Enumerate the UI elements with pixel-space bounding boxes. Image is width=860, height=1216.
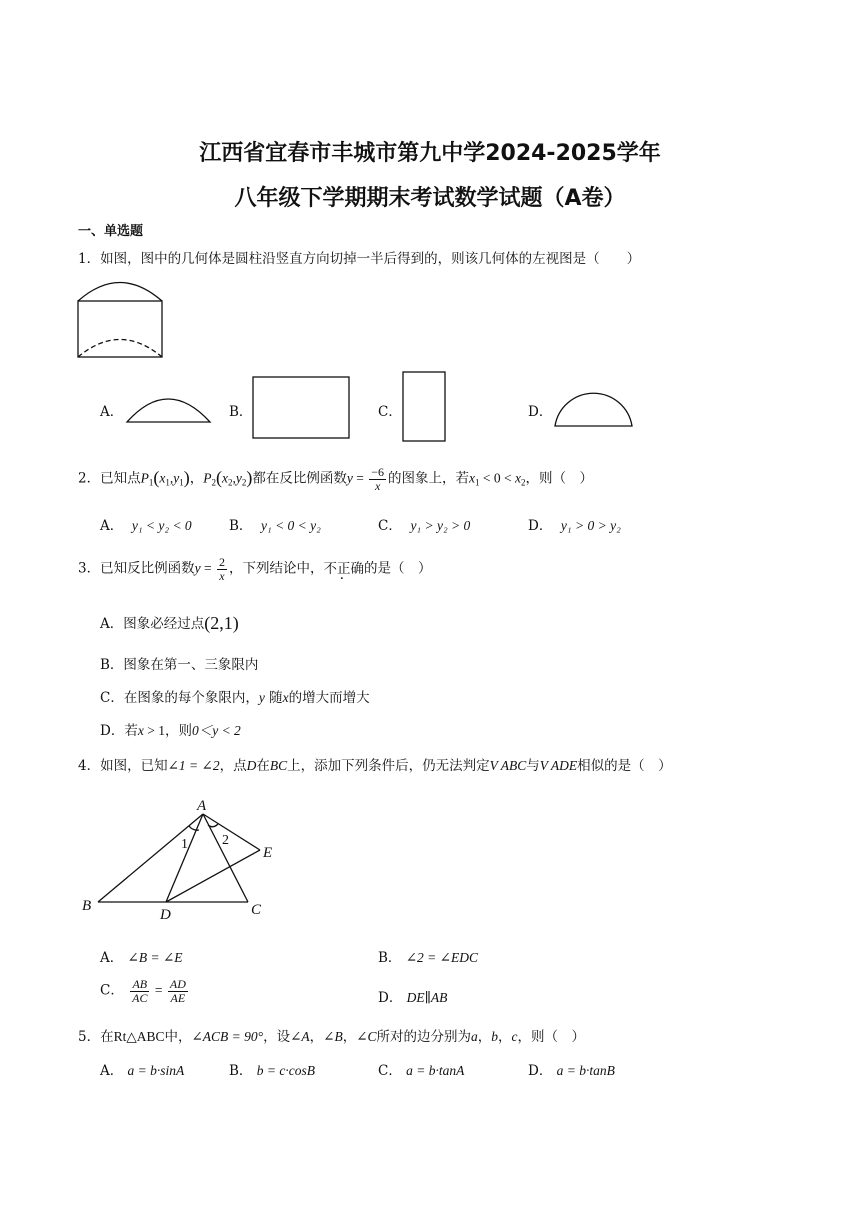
question-5: 5．在Rt△ABC中，∠ACB = 90°，设∠A，∠B，∠C所对的边分别为a，b，c，则（ ） xyxy=(78,1029,586,1045)
q2-sep: ， xyxy=(189,470,204,487)
q4-number: 4． xyxy=(78,758,101,774)
q1-option-d-label[interactable]: D． xyxy=(528,404,553,420)
q4-fig-label-e: E xyxy=(263,845,273,861)
q3-option-a[interactable]: A．图象必经过点(2,1) xyxy=(100,613,239,633)
q2-option-c[interactable]: C． y₁ > y₂ > 0 xyxy=(378,518,471,534)
q2-text-pre: 已知点 xyxy=(100,470,141,487)
q1-option-b-label[interactable]: B． xyxy=(229,404,253,420)
q2-number: 2． xyxy=(78,470,101,487)
q3-text-pre: 已知反比例函数 xyxy=(100,560,195,577)
q5-text5: ，则（ ） xyxy=(517,1029,586,1045)
q3-option-d[interactable]: D．若x > 1，则0＜y < 2 xyxy=(100,723,241,739)
q3-number: 3． xyxy=(78,560,101,577)
q4-fig-label-1: 1 xyxy=(181,837,188,852)
q4-option-c[interactable]: C． $\frac{AB}{AC}$ = $\frac{AD}{AE}$ xyxy=(100,977,186,1005)
q1-option-c-figure[interactable] xyxy=(402,371,448,443)
q3-emphasis-text: 不正确 xyxy=(323,560,364,577)
q4-triangle2: V ADE xyxy=(539,758,578,773)
q5-option-d[interactable]: D． a = b·tanB xyxy=(528,1063,615,1079)
q3-text-mid: ，下列结论中， xyxy=(228,560,324,577)
q5-math1: Rt△ABC xyxy=(113,1029,165,1044)
q4-text5: 与 xyxy=(526,758,540,774)
q2-text-post1: 的图象上，若 xyxy=(388,470,469,487)
q4-fig-label-c: C xyxy=(251,902,262,918)
q4-option-b[interactable]: B． ∠2 = ∠EDC xyxy=(378,950,478,966)
q4-math1: ∠1 = ∠2 xyxy=(167,758,220,773)
q1-option-a-figure[interactable] xyxy=(125,388,213,426)
q5-text2: 中， xyxy=(164,1029,192,1045)
doc-title-line1: 江西省宜春市丰城市第九中学2024-2025学年 xyxy=(199,141,661,166)
question-4: 4．如图，已知∠1 = ∠2，点D在BC上，添加下列条件后，仍无法判定V ABC与V ADE相似的是（ ） xyxy=(78,758,672,774)
q4-text3: 在 xyxy=(256,758,270,774)
q3-text-post: 的是（ ） xyxy=(363,560,432,577)
q5-text1: 在 xyxy=(100,1029,114,1045)
question-2: 2．已知点$P_1(x_1,y_1)$，$P_2(x_2,y_2)$都在反比例函数y = $\frac{-6}{x}$ 的图象上，若$x_1 < 0 < x_2$，则（ ） xyxy=(78,465,593,493)
q4-text1: 如图，已知 xyxy=(100,758,168,774)
q4-fig-label-a: A xyxy=(197,798,207,814)
q2-text-post2: ，则（ ） xyxy=(525,470,593,487)
q2-option-a[interactable]: A． y₁ < y₂ < 0 xyxy=(100,518,192,534)
q5-option-c[interactable]: C． a = b·tanA xyxy=(378,1063,465,1079)
question-1 xyxy=(78,247,640,267)
q4-option-a[interactable]: A． ∠B = ∠E xyxy=(100,950,183,966)
q4-triangle1: V ABC xyxy=(489,758,527,773)
q4-text6: 相似的是（ ） xyxy=(577,758,672,774)
q5-text3: ，设 xyxy=(263,1029,291,1045)
q1-option-a-label[interactable]: A． xyxy=(100,404,124,420)
q4-fig-label-2: 2 xyxy=(222,833,229,848)
q2-option-b[interactable]: B． y₁ < 0 < y₂ xyxy=(229,518,321,534)
q4-text4: 上，添加下列条件后，仍无法判定 xyxy=(287,758,490,774)
q4-fig-label-b: B xyxy=(82,898,92,914)
q4-option-d[interactable]: D． DE∥AB xyxy=(378,990,448,1006)
section-heading: 一、单选题 xyxy=(78,224,144,239)
q1-option-d-figure[interactable] xyxy=(553,383,635,429)
q5-number: 5． xyxy=(78,1029,101,1045)
q5-option-a[interactable]: A． a = b·sinA xyxy=(100,1063,185,1079)
q2-option-d[interactable]: D． y₁ > 0 > y₂ xyxy=(528,518,621,534)
q1-option-c-label[interactable]: C． xyxy=(378,404,402,420)
doc-title-line2: 八年级下学期期末考试数学试题（A卷） xyxy=(234,186,626,211)
q1-option-b-figure[interactable] xyxy=(252,376,352,440)
q3-fraction: $\frac{2}{x}$ xyxy=(218,555,225,583)
q1-number: 1． xyxy=(78,251,101,267)
q5-text4: 所对的边分别为 xyxy=(376,1029,472,1045)
q1-solid-figure xyxy=(76,272,168,362)
q4-triangle-figure xyxy=(78,792,288,922)
q4-text2: ，点 xyxy=(219,758,247,774)
q4-fig-label-d: D xyxy=(160,907,171,923)
q3-option-b[interactable]: B．图象在第一、三象限内 xyxy=(100,657,259,673)
q1-text: 如图，图中的几何体是圆柱沿竖直方向切掉一半后得到的，则该几何体的左视图是（ ） xyxy=(100,251,641,267)
q2-fraction: $\frac{-6}{x}$ xyxy=(371,465,384,493)
question-3: 3．已知反比例函数y = $\frac{2}{x}$ ，下列结论中，不正确的是（ ） xyxy=(78,555,432,583)
q5-option-b[interactable]: B． b = c·cosB xyxy=(229,1063,315,1079)
q3-option-c[interactable]: C．在图象的每个象限内，y 随x的增大而增大 xyxy=(100,690,370,706)
q5-math2: ∠ACB = 90° xyxy=(191,1029,264,1044)
q2-text-mid: 都在反比例函数 xyxy=(252,470,347,487)
